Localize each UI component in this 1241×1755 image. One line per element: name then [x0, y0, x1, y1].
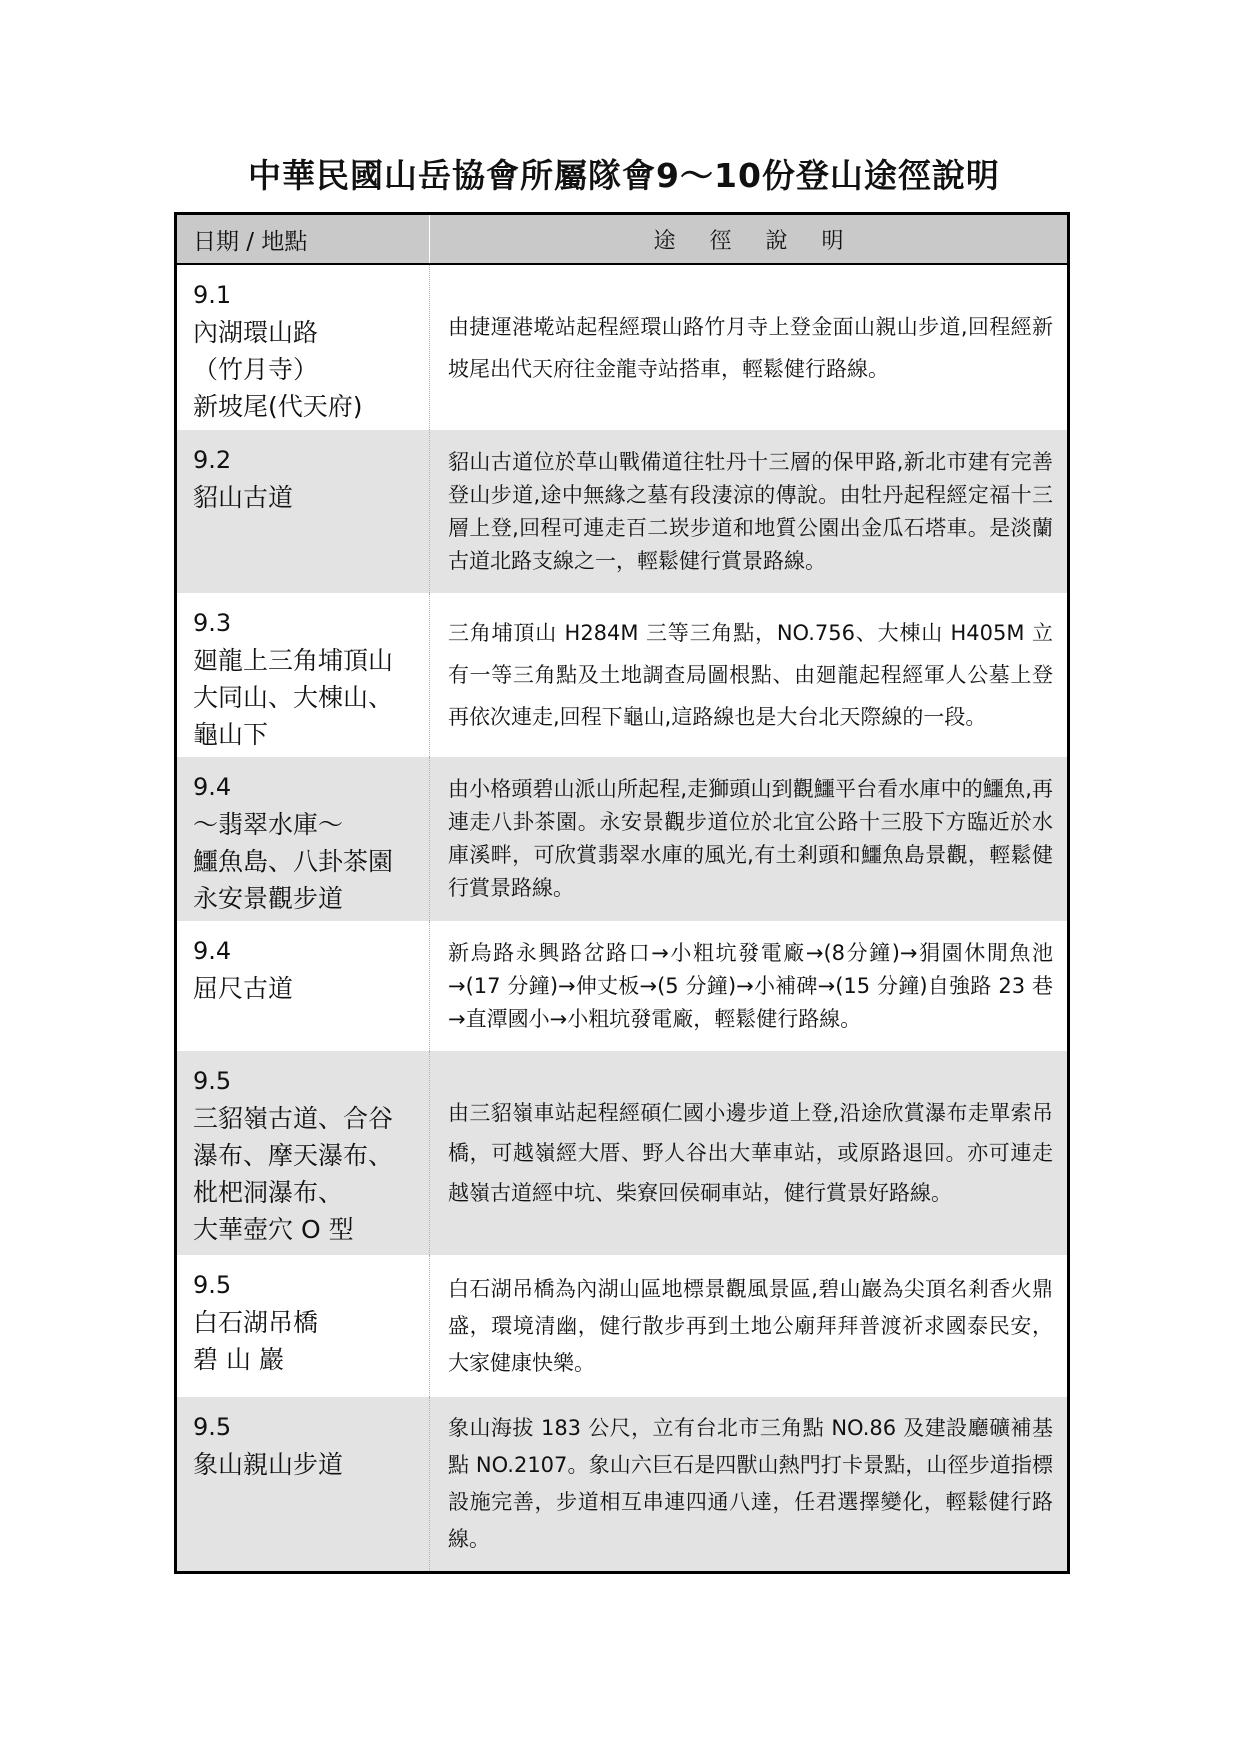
date-location-cell	[177, 1255, 430, 1397]
row-description: 三角埔頂山 H284M 三等三角點，NO.756、大棟山 H405M 立有一等三角點及土地調查局圖根點、由廻龍起程經軍人公墓上登再依次連走,回程下龜山,這路線也是大台北天際線的一段。	[448, 621, 1053, 729]
row-description: 由捷運港墘站起程經環山路竹月寺上登金面山親山步道,回程經新坡尾出代天府往金龍寺站搭車，輕鬆健行路線。	[448, 314, 1053, 381]
table-row	[177, 1051, 1067, 1255]
table-row	[177, 430, 1067, 593]
row-date: 9.5	[193, 1067, 232, 1095]
row-description: 由三貂嶺車站起程經碩仁國小邊步道上登,沿途欣賞瀑布走單索吊橋，可越嶺經大厝、野人谷出大華車站，或原路退回。亦可連走越嶺古道經中坑、柴寮回侯硐車站，健行賞景好路線。	[448, 1101, 1053, 1205]
table-row	[177, 757, 1067, 921]
date-location-cell	[177, 1397, 430, 1571]
row-date: 9.3	[193, 609, 232, 637]
row-location: 象山親山步道	[193, 1450, 344, 1479]
row-description: 貂山古道位於草山戰備道往牡丹十三層的保甲路,新北市建有完善登山步道,途中無緣之墓有段淒涼的傳說。由牡丹起程經定福十三層上登,回程可連走百二崁步道和地質公園出金瓜石塔車。是淡蘭古道北路支線之一，輕鬆健行賞景路線。	[448, 449, 1053, 573]
row-description: 由小格頭碧山派山所起程,走獅頭山到觀鱷平台看水庫中的鱷魚,再連走八卦茶園。永安景觀步道位於北宜公路十三股下方臨近於水庫溪畔，可欣賞翡翠水庫的風光,有土剎頭和鱷魚島景觀，輕鬆健行賞景路線。	[448, 777, 1053, 900]
table-row	[177, 593, 1067, 757]
date-location-cell	[177, 265, 430, 430]
page-title: 中華民國山岳協會所屬隊會9～10份登山途徑說明	[248, 156, 1000, 195]
row-date: 9.5	[193, 1271, 232, 1299]
table-row	[177, 265, 1067, 430]
row-location: 屈尺古道	[193, 974, 294, 1003]
date-location-cell	[177, 1051, 430, 1255]
row-location: 廻龍上三角埔頂山 大同山、大棟山、 龜山下	[193, 646, 394, 749]
date-location-cell	[177, 430, 430, 593]
row-location: 貂山古道	[193, 483, 294, 512]
row-date: 9.2	[193, 446, 232, 474]
row-date: 9.1	[193, 281, 232, 309]
row-location: ～翡翠水庫～ 鱷魚島、八卦茶園 永安景觀步道	[193, 810, 394, 913]
route-table	[174, 212, 1070, 1574]
row-description: 白石湖吊橋為內湖山區地標景觀風景區,碧山巖為尖頂名剎香火鼎盛，環境清幽，健行散步再到土地公廟拜拜普渡祈求國泰民安，大家健康快樂。	[448, 1276, 1053, 1375]
row-description: 新烏路永興路岔路口→小粗坑發電廠→(8分鐘)→狷園休閒魚池→(17 分鐘)→伸丈板→(5 分鐘)→小補碑→(15 分鐘)自強路 23 巷→直潭國小→小粗坑發電廠，輕鬆健行路線。	[448, 940, 1053, 1031]
date-location-cell	[177, 757, 430, 921]
row-description: 象山海拔 183 公尺，立有台北市三角點 NO.86 及建設廳礦補基點 NO.2107。象山六巨石是四獸山熱門打卡景點，山徑步道指標設施完善，步道相互串連四通八達，任君選擇變化，輕鬆健行路線。	[448, 1416, 1053, 1551]
table-row	[177, 1397, 1067, 1571]
table-row	[177, 1255, 1067, 1397]
date-location-cell	[177, 921, 430, 1051]
row-date: 9.4	[193, 937, 232, 965]
row-location: 內湖環山路 （竹月寺） 新坡尾(代天府)	[193, 318, 363, 421]
row-location: 三貂嶺古道、合谷 瀑布、摩天瀑布、 枇杷洞瀑布、 大華壺穴 O 型	[193, 1104, 394, 1244]
table-header-row	[177, 215, 1067, 265]
table-row	[177, 921, 1067, 1051]
date-location-cell	[177, 593, 430, 757]
header-date-location: 日期 / 地點	[177, 215, 430, 263]
row-date: 9.5	[193, 1413, 232, 1441]
row-date: 9.4	[193, 773, 232, 801]
header-route-description: 途徑說明	[653, 228, 878, 254]
row-location: 白石湖吊橋 碧 山 巖	[193, 1308, 319, 1374]
